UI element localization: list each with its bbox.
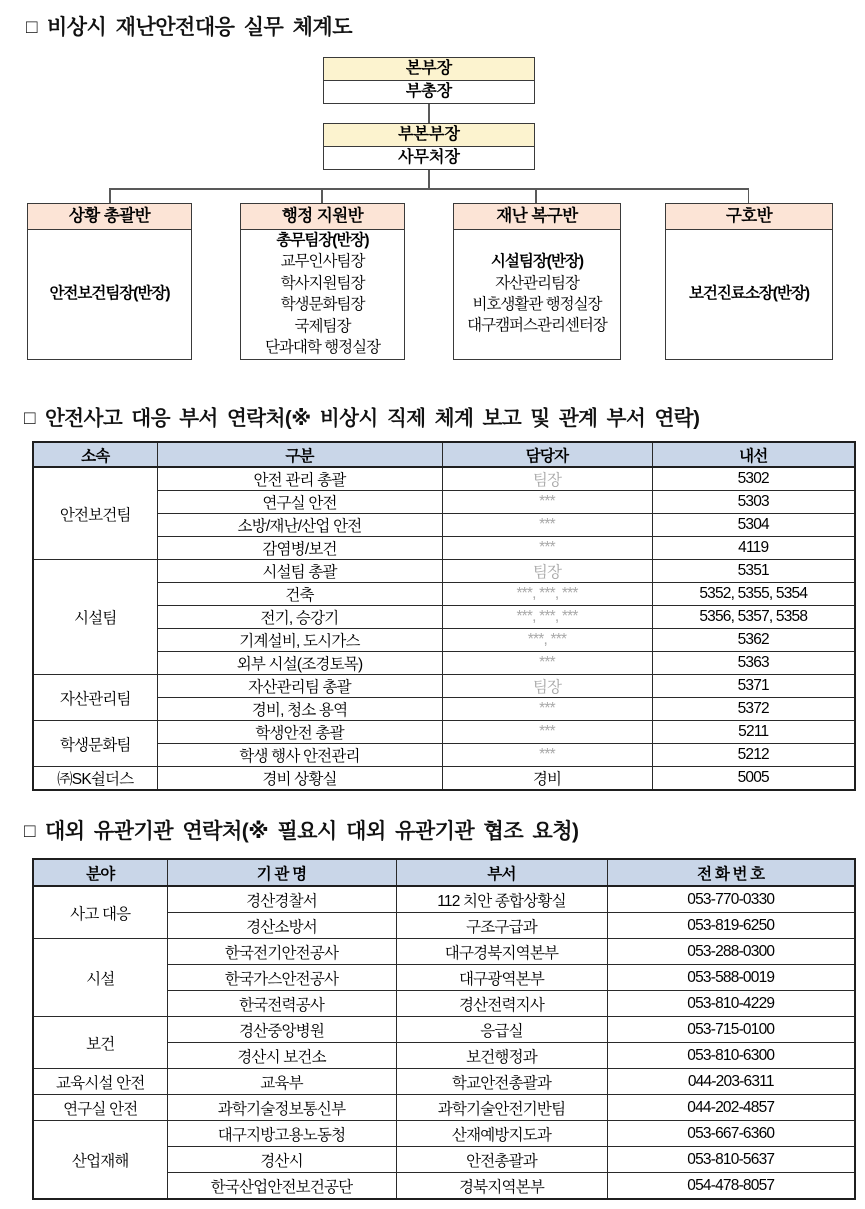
connector-line	[109, 188, 111, 203]
table-row	[33, 560, 855, 583]
connector-line	[428, 170, 430, 188]
phone-cell: 053-819-6250	[607, 913, 855, 939]
contacts-table	[32, 441, 856, 791]
branch-member: 시설팀장(반장)	[490, 253, 584, 271]
organization-cell: 한국가스안전공사	[167, 965, 396, 991]
category-cell: 전기, 승강기	[157, 606, 442, 629]
table-row	[33, 939, 855, 965]
phone-cell: 053-810-6300	[607, 1043, 855, 1069]
person-cell: ***, ***, ***	[442, 583, 652, 606]
phone-cell: 053-667-6360	[607, 1121, 855, 1147]
branch-member: 단과대학 행정실장	[264, 339, 381, 357]
category-cell: 안전 관리 총괄	[157, 467, 442, 491]
branch-member: 학생문화팀장	[280, 296, 365, 314]
group-cell: 학생문화팀	[33, 721, 157, 767]
category-cell: 기계설비, 도시가스	[157, 629, 442, 652]
org-box-deputy	[323, 123, 535, 170]
connector-line	[535, 188, 537, 203]
square-bullet-icon: □	[24, 821, 35, 842]
phone-cell: 053-715-0100	[607, 1017, 855, 1043]
branch-member: 보건진료소장(반장)	[688, 285, 810, 303]
category-cell: 연구실 안전	[157, 491, 442, 514]
contacts-section-title	[24, 401, 699, 431]
contacts-section-title-text: 안전사고 대응 부서 연락처(※ 비상시 직제 체계 보고 및 관계 부서 연락)	[44, 407, 700, 430]
department-cell: 대구경북지역본부	[396, 939, 607, 965]
category-cell: 학생안전 총괄	[157, 721, 442, 744]
external-table-header	[33, 859, 855, 886]
column-header: 기 관 명	[167, 859, 396, 886]
group-cell: 시설	[33, 939, 167, 1017]
branch-member: 총무팀장(반장)	[276, 232, 369, 249]
branch-member: 국제팀장	[294, 317, 351, 335]
contacts-table-header	[33, 442, 855, 467]
organization-cell: 경산시	[167, 1147, 396, 1173]
table-row	[33, 1017, 855, 1043]
table-row	[33, 491, 855, 514]
group-cell: 사고 대응	[33, 886, 167, 939]
external-section-title	[24, 815, 579, 845]
department-cell: 대구광역본부	[396, 965, 607, 991]
department-cell: 경북지역본부	[396, 1173, 607, 1200]
branch-box-title: 재난 복구반	[454, 204, 620, 230]
extension-cell: 5212	[652, 744, 855, 767]
external-section-title-text: 대외 유관기관 연락처(※ 필요시 대외 유관기관 협조 요청)	[44, 820, 579, 843]
external-contacts-table	[32, 858, 856, 1200]
phone-cell: 053-288-0300	[607, 939, 855, 965]
table-row	[33, 514, 855, 537]
table-row	[33, 652, 855, 675]
branch-box-members	[454, 230, 620, 358]
department-cell: 구조구급과	[396, 913, 607, 939]
department-cell: 보건행정과	[396, 1043, 607, 1069]
phone-cell: 054-478-8057	[607, 1173, 855, 1200]
table-row	[33, 698, 855, 721]
column-header: 내선	[652, 442, 855, 467]
group-cell: 교육시설 안전	[33, 1069, 167, 1095]
person-cell: ***	[442, 537, 652, 560]
branch-box-members	[241, 230, 404, 358]
person-cell: ***	[442, 491, 652, 514]
branch-box-title: 상황 총괄반	[28, 204, 191, 230]
square-bullet-icon: □	[26, 17, 37, 38]
org-box-deputy-body: 사무처장	[398, 149, 460, 166]
column-header: 담당자	[442, 442, 652, 467]
table-row	[33, 1121, 855, 1147]
category-cell: 경비 상황실	[157, 767, 442, 791]
table-row	[33, 744, 855, 767]
person-cell: ***	[442, 652, 652, 675]
organization-cell: 경산경찰서	[167, 886, 396, 913]
org-box-head-title: 본부장	[324, 58, 534, 81]
org-section-title	[26, 11, 352, 41]
extension-cell: 5352, 5355, 5354	[652, 583, 855, 606]
column-header: 전 화 번 호	[607, 859, 855, 886]
branch-box-relief	[665, 203, 833, 360]
branch-box-title: 행정 지원반	[241, 204, 404, 230]
branch-box-admin	[240, 203, 405, 360]
organization-cell: 교육부	[167, 1069, 396, 1095]
connector-line	[109, 188, 749, 190]
group-cell: 안전보건팀	[33, 467, 157, 560]
phone-cell: 044-202-4857	[607, 1095, 855, 1121]
category-cell: 자산관리팀 총괄	[157, 675, 442, 698]
category-cell: 학생 행사 안전관리	[157, 744, 442, 767]
column-header: 분야	[33, 859, 167, 886]
department-cell: 안전총괄과	[396, 1147, 607, 1173]
branch-member: 학사지원팀장	[280, 274, 365, 292]
connector-line	[321, 188, 323, 203]
person-cell: ***, ***	[442, 629, 652, 652]
department-cell: 과학기술안전기반팀	[396, 1095, 607, 1121]
person-cell: ***	[442, 744, 652, 767]
branch-member: 자산관리팀장	[495, 274, 579, 292]
department-cell: 학교안전총괄과	[396, 1069, 607, 1095]
person-cell: 팀장	[442, 560, 652, 583]
organization-cell: 경산중앙병원	[167, 1017, 396, 1043]
extension-cell: 5304	[652, 514, 855, 537]
category-cell: 경비, 청소 용역	[157, 698, 442, 721]
table-row	[33, 1095, 855, 1121]
person-cell: 경비	[442, 767, 652, 791]
branch-box-title: 구호반	[666, 204, 832, 230]
organization-cell: 한국전기안전공사	[167, 939, 396, 965]
group-cell: 연구실 안전	[33, 1095, 167, 1121]
table-row	[33, 886, 855, 913]
department-cell: 경산전력지사	[396, 991, 607, 1017]
phone-cell: 053-588-0019	[607, 965, 855, 991]
extension-cell: 5362	[652, 629, 855, 652]
table-row	[33, 721, 855, 744]
column-header: 소속	[33, 442, 157, 467]
extension-cell: 5371	[652, 675, 855, 698]
person-cell: ***, ***, ***	[442, 606, 652, 629]
branch-member: 대구캠퍼스관리센터장	[467, 317, 607, 335]
phone-cell: 053-810-5637	[607, 1147, 855, 1173]
extension-cell: 5363	[652, 652, 855, 675]
column-header: 구분	[157, 442, 442, 467]
connector-line	[748, 188, 750, 203]
extension-cell: 5351	[652, 560, 855, 583]
phone-cell: 053-810-4229	[607, 991, 855, 1017]
branch-member: 비호생활관 행정실장	[472, 296, 602, 313]
person-cell: ***	[442, 721, 652, 744]
org-box-deputy-title: 부본부장	[324, 124, 534, 147]
group-cell: ㈜SK쉴더스	[33, 767, 157, 791]
group-cell: 산업재해	[33, 1121, 167, 1200]
column-header: 부서	[396, 859, 607, 886]
category-cell: 외부 시설(조경토목)	[157, 652, 442, 675]
extension-cell: 5356, 5357, 5358	[652, 606, 855, 629]
extension-cell: 5302	[652, 467, 855, 491]
category-cell: 시설팀 총괄	[157, 560, 442, 583]
org-section-title-text: 비상시 재난안전대응 실무 체계도	[46, 16, 352, 39]
table-row	[33, 606, 855, 629]
group-cell: 보건	[33, 1017, 167, 1069]
organization-cell: 경산소방서	[167, 913, 396, 939]
department-cell: 산재예방지도과	[396, 1121, 607, 1147]
phone-cell: 053-770-0330	[607, 886, 855, 913]
department-cell: 112 치안 종합상황실	[396, 886, 607, 913]
person-cell: 팀장	[442, 675, 652, 698]
organization-cell: 경산시 보건소	[167, 1043, 396, 1069]
phone-cell: 044-203-6311	[607, 1069, 855, 1095]
organization-cell: 과학기술정보통신부	[167, 1095, 396, 1121]
table-row	[33, 583, 855, 606]
org-box-head	[323, 57, 535, 104]
table-row	[33, 675, 855, 698]
table-row	[33, 1069, 855, 1095]
category-cell: 건축	[157, 583, 442, 606]
branch-member: 교무인사팀장	[280, 253, 365, 271]
department-cell: 응급실	[396, 1017, 607, 1043]
category-cell: 감염병/보건	[157, 537, 442, 560]
organization-cell: 대구지방고용노동청	[167, 1121, 396, 1147]
organization-cell: 한국전력공사	[167, 991, 396, 1017]
extension-cell: 4119	[652, 537, 855, 560]
extension-cell: 5372	[652, 698, 855, 721]
category-cell: 소방/재난/산업 안전	[157, 514, 442, 537]
extension-cell: 5005	[652, 767, 855, 791]
branch-box-recovery	[453, 203, 621, 360]
extension-cell: 5303	[652, 491, 855, 514]
branch-member: 안전보건팀장(반장)	[49, 285, 170, 303]
branch-box-members	[28, 230, 191, 358]
square-bullet-icon: □	[24, 408, 35, 429]
table-row	[33, 629, 855, 652]
person-cell: 팀장	[442, 467, 652, 491]
organization-cell: 한국산업안전보건공단	[167, 1173, 396, 1200]
group-cell: 시설팀	[33, 560, 157, 675]
person-cell: ***	[442, 514, 652, 537]
person-cell: ***	[442, 698, 652, 721]
table-row	[33, 537, 855, 560]
org-box-head-body: 부총장	[405, 83, 453, 100]
extension-cell: 5211	[652, 721, 855, 744]
table-row	[33, 467, 855, 491]
group-cell: 자산관리팀	[33, 675, 157, 721]
branch-box-members	[666, 230, 832, 358]
table-row	[33, 767, 855, 791]
branch-box-situation	[27, 203, 192, 360]
connector-line	[428, 104, 430, 123]
